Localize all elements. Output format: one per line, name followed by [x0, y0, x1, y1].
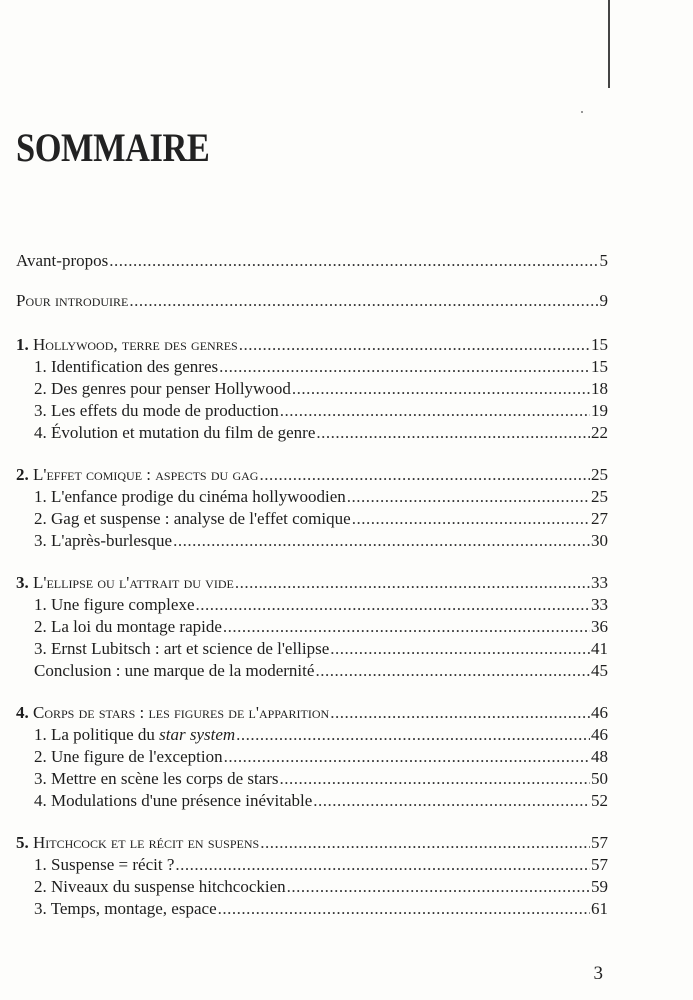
leader-dots: [330, 702, 590, 724]
section-label: 3. Temps, montage, espace: [34, 899, 217, 918]
toc-entry-label: Pour introduire: [16, 291, 129, 310]
page-number: 57: [591, 833, 608, 852]
page-number: 15: [591, 335, 608, 354]
leader-dots: [330, 638, 590, 660]
page-number: 25: [591, 465, 608, 484]
section-label: 4. Modulations d'une présence inévitable: [34, 791, 313, 810]
folio-page-number: 3: [593, 963, 603, 984]
section-label: 4. Évolution et mutation du film de genre: [34, 423, 316, 442]
section-entry[interactable]: [16, 594, 608, 616]
page-number: 19: [591, 401, 608, 420]
section-label: 2. Une figure de l'exception: [34, 747, 223, 766]
chapter-number: 5.: [16, 833, 29, 852]
section-label: 1. Suspense = récit ?: [34, 855, 175, 874]
chapter-title-text: Hitchcock et le récit en suspens: [33, 833, 260, 852]
chapter-title: [16, 572, 234, 594]
page-number: 46: [591, 703, 608, 722]
leader-dots: [175, 854, 590, 876]
page-number: 45: [591, 661, 608, 680]
page-number: 22: [591, 423, 608, 442]
section-entry[interactable]: [16, 724, 608, 746]
leader-dots: [129, 290, 598, 312]
leader-dots: [352, 508, 590, 530]
section-entry[interactable]: [16, 378, 608, 400]
leader-dots: [347, 486, 590, 508]
section-label: 2. Niveaux du suspense hitchcockien: [34, 877, 286, 896]
section-label: 3. Ernst Lubitsch : art et science de l'ellipse: [34, 639, 330, 658]
chapter-title: [16, 702, 329, 724]
page-number: 50: [591, 769, 608, 788]
chapter-title: [16, 464, 258, 486]
section-label: 1. Identification des genres: [34, 357, 219, 376]
page-title: SOMMAIRE: [16, 125, 210, 170]
section-entry[interactable]: [16, 898, 608, 920]
page-number: 59: [591, 877, 608, 896]
section-entry[interactable]: [16, 486, 608, 508]
page-number: 52: [591, 791, 608, 810]
section-label: 3. Mettre en scène les corps de stars: [34, 769, 279, 788]
page-number: 48: [591, 747, 608, 766]
section-entry[interactable]: [16, 616, 608, 638]
section-entry[interactable]: [16, 790, 608, 812]
section-entry[interactable]: [16, 400, 608, 422]
page-number: 9: [599, 291, 608, 310]
page-number: 30: [591, 531, 608, 550]
leader-dots: [196, 594, 591, 616]
leader-dots: [259, 464, 590, 486]
toc-entry-avant-propos[interactable]: [16, 250, 608, 272]
page-number: 33: [591, 595, 608, 614]
chapter-title-text: Corps de stars : les figures de l'apparition: [33, 703, 330, 722]
section-label: 2. La loi du montage rapide: [34, 617, 222, 636]
toc-entry-label: Avant-propos: [16, 251, 109, 270]
page-number: 18: [591, 379, 608, 398]
chapter-number: 2.: [16, 465, 29, 484]
section-label: 1. Une figure complexe: [34, 595, 195, 614]
page-number: 36: [591, 617, 608, 636]
page-number: 57: [591, 855, 608, 874]
leader-dots: [173, 530, 590, 552]
section-entry[interactable]: [16, 746, 608, 768]
chapter-heading[interactable]: [16, 572, 608, 594]
page-number: 25: [591, 487, 608, 506]
page-number: 27: [591, 509, 608, 528]
chapter-number: 1.: [16, 335, 29, 354]
section-entry[interactable]: [16, 660, 608, 682]
leader-dots: [239, 334, 590, 356]
section-entry[interactable]: [16, 356, 608, 378]
page-number: 61: [591, 899, 608, 918]
chapter-title-text: L'ellipse ou l'attrait du vide: [33, 573, 234, 592]
chapter-number: 4.: [16, 703, 29, 722]
section-entry[interactable]: [16, 854, 608, 876]
section-entry[interactable]: [16, 638, 608, 660]
leader-dots: [287, 876, 590, 898]
leader-dots: [316, 422, 590, 444]
leader-dots: [223, 616, 590, 638]
section-label: 3. L'après-burlesque: [34, 531, 173, 550]
leader-dots: [292, 378, 590, 400]
section-label: 2. Gag et suspense : analyse de l'effet comique: [34, 509, 351, 528]
page-number: 41: [591, 639, 608, 658]
page-number: 5: [599, 251, 608, 270]
section-label: Conclusion : une marque de la modernité: [34, 661, 315, 680]
leader-dots: [280, 768, 590, 790]
chapter-title-text: L'effet comique : aspects du gag: [33, 465, 259, 484]
chapter-heading[interactable]: [16, 334, 608, 356]
leader-dots: [280, 400, 590, 422]
section-label: [34, 724, 235, 746]
section-entry[interactable]: [16, 508, 608, 530]
section-label-italic: star system: [159, 725, 236, 744]
leader-dots: [313, 790, 590, 812]
chapter-number: 3.: [16, 573, 29, 592]
table-of-contents: [16, 250, 608, 920]
page-number: 33: [591, 573, 608, 592]
section-entry[interactable]: [16, 768, 608, 790]
margin-rule: [608, 0, 610, 88]
chapter-heading[interactable]: [16, 702, 608, 724]
section-label: 3. Les effets du mode de production: [34, 401, 279, 420]
page-number: 15: [591, 357, 608, 376]
section-label-text: 1. La politique du: [34, 725, 160, 744]
section-label: 1. L'enfance prodige du cinéma hollywoodien: [34, 487, 346, 506]
chapter-heading[interactable]: [16, 464, 608, 486]
chapter-title-text: Hollywood, terre des genres: [33, 335, 238, 354]
section-label: 2. Des genres pour penser Hollywood: [34, 379, 291, 398]
section-entry[interactable]: [16, 530, 608, 552]
chapter-heading[interactable]: [16, 832, 608, 854]
leader-dots: [219, 356, 590, 378]
leader-dots: [224, 746, 590, 768]
chapter-title: [16, 334, 238, 356]
leader-dots: [235, 572, 590, 594]
leader-dots: [236, 724, 590, 746]
page-number: 46: [591, 725, 608, 744]
toc-entry-pour-introduire[interactable]: [16, 290, 608, 312]
leader-dots: [109, 250, 598, 272]
leader-dots: [260, 832, 590, 854]
paper-speck: [581, 111, 583, 113]
chapter-title: [16, 832, 259, 854]
section-entry[interactable]: [16, 876, 608, 898]
section-entry[interactable]: [16, 422, 608, 444]
leader-dots: [315, 660, 590, 682]
leader-dots: [218, 898, 590, 920]
